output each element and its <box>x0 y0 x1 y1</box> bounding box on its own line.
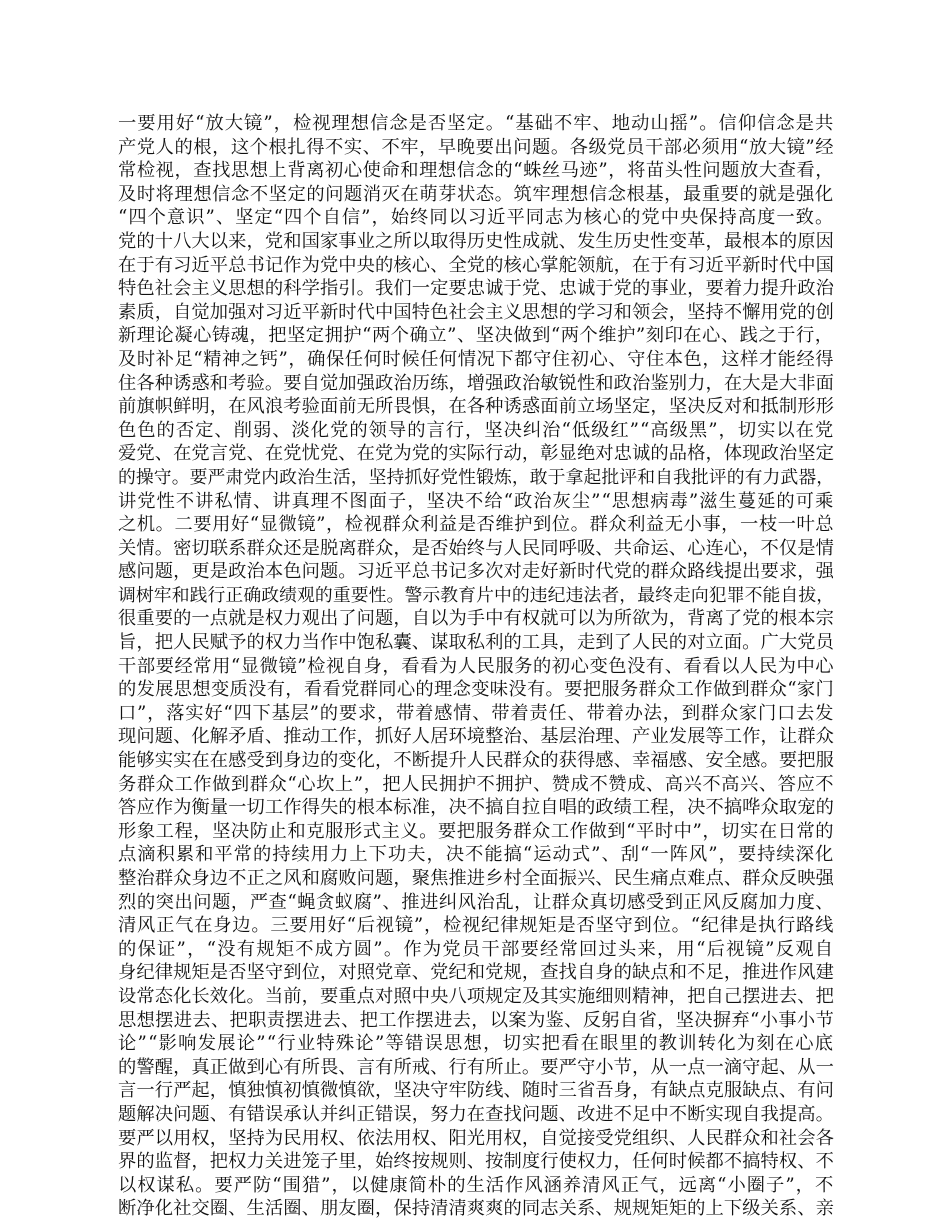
text-line: 题解决问题、有错误承认并纠正错误，努力在查找问题、改进不足中不断实现自我提高。 <box>118 1103 834 1125</box>
text-line: 的警醒，真正做到心有所畏、言有所戒、行有所止。要严守小节，从一点一滴守起、从一 <box>118 1056 834 1078</box>
text-line: 务群众工作做到群众“心坎上”，把人民拥护不拥护、赞成不赞成、高兴不高兴、答应不 <box>118 773 835 795</box>
text-line: 及时补足“精神之钙”，确保任何时候任何情况下都守住初心、守住本色，这样才能经得 <box>118 348 835 370</box>
text-line: 烈的突出问题，严查“蝇贪蚁腐”、推进纠风治乱，让群众真切感受到正风反腐加力度、 <box>118 891 835 913</box>
text-line: 思想摆进去、把职责摆进去、把工作摆进去，以案为鉴、反躬自省，坚决摒弃“小事小节 <box>118 1009 835 1031</box>
text-line: 现问题、化解矛盾、推动工作，抓好人居环境整治、基层治理、产业发展等工作，让群众 <box>118 726 834 748</box>
text-line: 言一行严起，慎独慎初慎微慎欲，坚决守牢防线、随时三省吾身，有缺点克服缺点、有问 <box>118 1080 834 1102</box>
text-line: 特色社会主义思想的科学指引。我们一定要忠诚于党、忠诚于党的事业，要着力提升政治 <box>118 278 834 300</box>
text-line: 能够实实在在感受到身边的变化，不断提升人民群众的获得感、幸福感、安全感。要把服 <box>118 750 834 772</box>
text-line: 答应作为衡量一切工作得失的根本标准，决不搞自拉自唱的政绩工程，决不搞哗众取宠的 <box>118 797 834 819</box>
text-line: 常检视，查找思想上背离初心使命和理想信念的“蛛丝马迹”，将苗头性问题放大查看， <box>118 160 835 182</box>
text-line: 讲党性不讲私情、讲真理不图面子，坚决不给“政治灰尘”“思想病毒”滋生蔓延的可乘 <box>118 490 835 512</box>
text-line: 的发展思想变质没有，看看党群同心的理念变味没有。要把服务群众工作做到群众“家门 <box>118 679 835 701</box>
text-line: 党的十八大以来，党和国家事业之所以取得历史性成就、发生历史性变革，最根本的原因 <box>118 230 834 252</box>
text-line: 之机。二要用好“显微镜”，检视群众利益是否维护到位。群众利益无小事，一枝一叶总 <box>118 514 835 536</box>
text-line: 旨，把人民赋予的权力当作中饱私囊、谋取私利的工具，走到了人民的对立面。广大党员 <box>118 632 834 654</box>
text-line: 的操守。要严肃党内政治生活，坚持抓好党性锻炼，敢于拿起批评和自我批评的有力武器， <box>118 466 835 488</box>
text-line: 调树牢和践行正确政绩观的重要性。警示教育片中的违纪违法者，最终走向犯罪不能自拔， <box>118 584 835 606</box>
text-line: 论”“影响发展论”“行业特殊论”等错误思想，切实把看在眼里的教训转化为刻在心底 <box>118 1033 835 1055</box>
text-line: 很重要的一点就是权力观出了问题，自以为手中有权就可以为所欲为，背离了党的根本宗 <box>118 608 834 630</box>
text-line: 界的监督，把权力关进笼子里，始终按规则、按制度行使权力，任何时候都不搞特权、不 <box>118 1151 834 1173</box>
text-line: 口”，落实好“四下基层”的要求，带着感情、带着责任、带着办法，到群众家门口去发 <box>118 702 835 724</box>
text-line: 前旗帜鲜明，在风浪考验面前无所畏惧，在各种诱惑面前立场坚定，坚决反对和抵制形形 <box>118 396 834 418</box>
text-line: 在于有习近平总书记作为党中央的核心、全党的核心掌舵领航，在于有习近平新时代中国 <box>118 254 834 276</box>
body-text <box>118 112 834 1221</box>
text-line: 设常态化长效化。当前，要重点对照中央八项规定及其实施细则精神，把自己摆进去、把 <box>118 985 834 1007</box>
text-line: “四个意识”、坚定“四个自信”，始终同以习近平同志为核心的党中央保持高度一致。 <box>118 207 835 229</box>
text-line: 要严以用权，坚持为民用权、依法用权、阳光用权，自觉接受党组织、人民群众和社会各 <box>118 1127 834 1149</box>
text-line: 干部要经常用“显微镜”检视自身，看看为人民服务的初心变色没有、看看以人民为中心 <box>118 655 835 677</box>
text-line: 断净化社交圈、生活圈、朋友圈，保持清清爽爽的同志关系、规规矩矩的上下级关系、亲 <box>118 1198 834 1220</box>
text-line: 的保证”，“没有规矩不成方圆”。作为党员干部要经常回过头来，用“后视镜”反观自 <box>118 938 835 960</box>
text-line: 形象工程，坚决防止和克服形式主义。要把服务群众工作做到“平时中”，切实在日常的 <box>118 820 835 842</box>
text-line: 色色的否定、削弱、淡化党的领导的言行，坚决纠治“低级红”“高级黑”，切实以在党 <box>118 419 835 441</box>
text-line: 感问题，更是政治本色问题。习近平总书记多次对走好新时代党的群众路线提出要求，强 <box>118 561 834 583</box>
text-line: 以权谋私。要严防“围猎”，以健康简朴的生活作风涵养清风正气，远离“小圈子”，不 <box>118 1174 835 1196</box>
text-line: 及时将理想信念不坚定的问题消灭在萌芽状态。筑牢理想信念根基，最重要的就是强化 <box>118 183 834 205</box>
text-line: 素质，自觉加强对习近平新时代中国特色社会主义思想的学习和领会，坚持不懈用党的创 <box>118 301 834 323</box>
text-line: 新理论凝心铸魂，把坚定拥护“两个确立”、坚决做到“两个维护”刻印在心、践之于行， <box>118 325 834 347</box>
text-line: 住各种诱惑和考验。要自觉加强政治历练，增强政治敏锐性和政治鉴别力，在大是大非面 <box>118 372 834 394</box>
text-line: 点滴积累和平常的持续用力上下功夫，决不能搞“运动式”、刮“一阵风”，要持续深化 <box>118 844 835 866</box>
text-line: 一要用好“放大镜”，检视理想信念是否坚定。“基础不牢、地动山摇”。信仰信念是共 <box>118 113 835 134</box>
text-line: 身纪律规矩是否坚守到位，对照党章、党纪和党规，查找自身的缺点和不足，推进作风建 <box>118 962 834 984</box>
text-line: 关情。密切联系群众还是脱离群众，是否始终与人民同呼吸、共命运、心连心，不仅是情 <box>118 537 834 559</box>
text-line: 清风正气在身边。三要用好“后视镜”，检视纪律规矩是否坚守到位。“纪律是执行路线 <box>118 915 835 937</box>
text-line: 爱党、在党言党、在党忧党、在党为党的实际行动，彰显绝对忠诚的品格，体现政治坚定 <box>118 443 834 465</box>
text-line: 产党人的根，这个根扎得不实、不牢，早晚要出问题。各级党员干部必须用“放大镜”经 <box>118 136 835 158</box>
text-line: 整治群众身边不正之风和腐败问题，聚焦推进乡村全面振兴、民生痛点难点、群众反映强 <box>118 868 834 889</box>
